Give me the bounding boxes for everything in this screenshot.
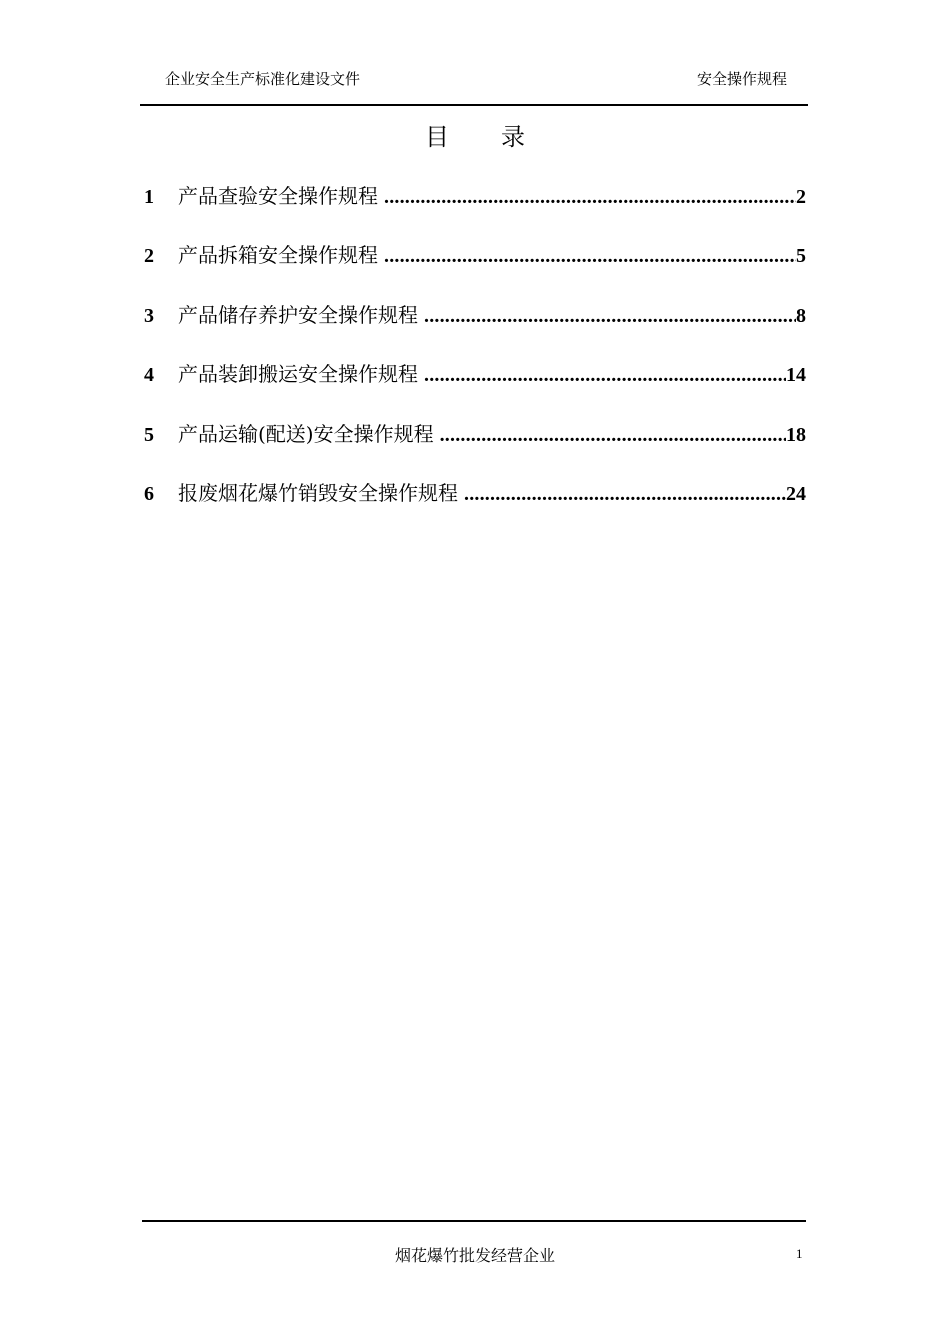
toc-leader-dots (424, 305, 796, 328)
footer-divider (142, 1220, 806, 1222)
toc-entry[interactable] (140, 418, 806, 477)
header-document-series: 企业安全生产标准化建设文件 (165, 70, 361, 88)
toc-entry-page: 8 (796, 304, 806, 327)
header-document-title: 安全操作规程 (696, 70, 787, 88)
footer-organization: 烟花爆竹批发经营企业 (394, 1246, 555, 1265)
page-header (140, 66, 808, 106)
toc-entry[interactable] (140, 477, 806, 536)
toc-entry-number: 2 (144, 245, 154, 268)
toc-entry-label: 产品装卸搬运安全操作规程 (178, 362, 418, 387)
toc-leader-dots (440, 424, 786, 447)
toc-leader-dots (424, 364, 786, 387)
toc-entry-page: 2 (796, 186, 806, 208)
toc-entry[interactable] (140, 299, 806, 358)
toc-entry[interactable] (140, 180, 806, 239)
toc-title-part1: 目 (425, 123, 449, 151)
footer-page-number: 1 (796, 1246, 803, 1261)
toc-title-part2: 录 (501, 123, 525, 151)
toc-entry-page: 18 (786, 423, 806, 446)
toc-entry-label: 产品查验安全操作规程 (178, 184, 378, 208)
toc-entry-page: 24 (786, 482, 806, 505)
toc-title (0, 117, 950, 152)
toc-entry-number: 1 (144, 186, 154, 208)
toc-entry-label: 报废烟花爆竹销毁安全操作规程 (178, 480, 458, 505)
toc-entry-page: 5 (796, 245, 806, 268)
toc-entry-label: 产品储存养护安全操作规程 (178, 302, 418, 327)
toc-entry-number: 3 (144, 304, 154, 327)
toc-entry[interactable] (140, 358, 806, 417)
toc-entry-label: 产品运输(配送)安全操作规程 (178, 421, 434, 446)
toc-list (140, 180, 806, 536)
toc-entry-number: 4 (144, 364, 154, 387)
toc-entry-number: 5 (144, 423, 154, 446)
toc-entry-page: 14 (786, 364, 806, 387)
toc-leader-dots (384, 186, 796, 209)
toc-entry-label: 产品拆箱安全操作规程 (178, 243, 378, 268)
toc-leader-dots (464, 483, 786, 506)
toc-leader-dots (384, 245, 796, 268)
toc-entry[interactable] (140, 239, 806, 298)
toc-entry-number: 6 (144, 482, 154, 505)
